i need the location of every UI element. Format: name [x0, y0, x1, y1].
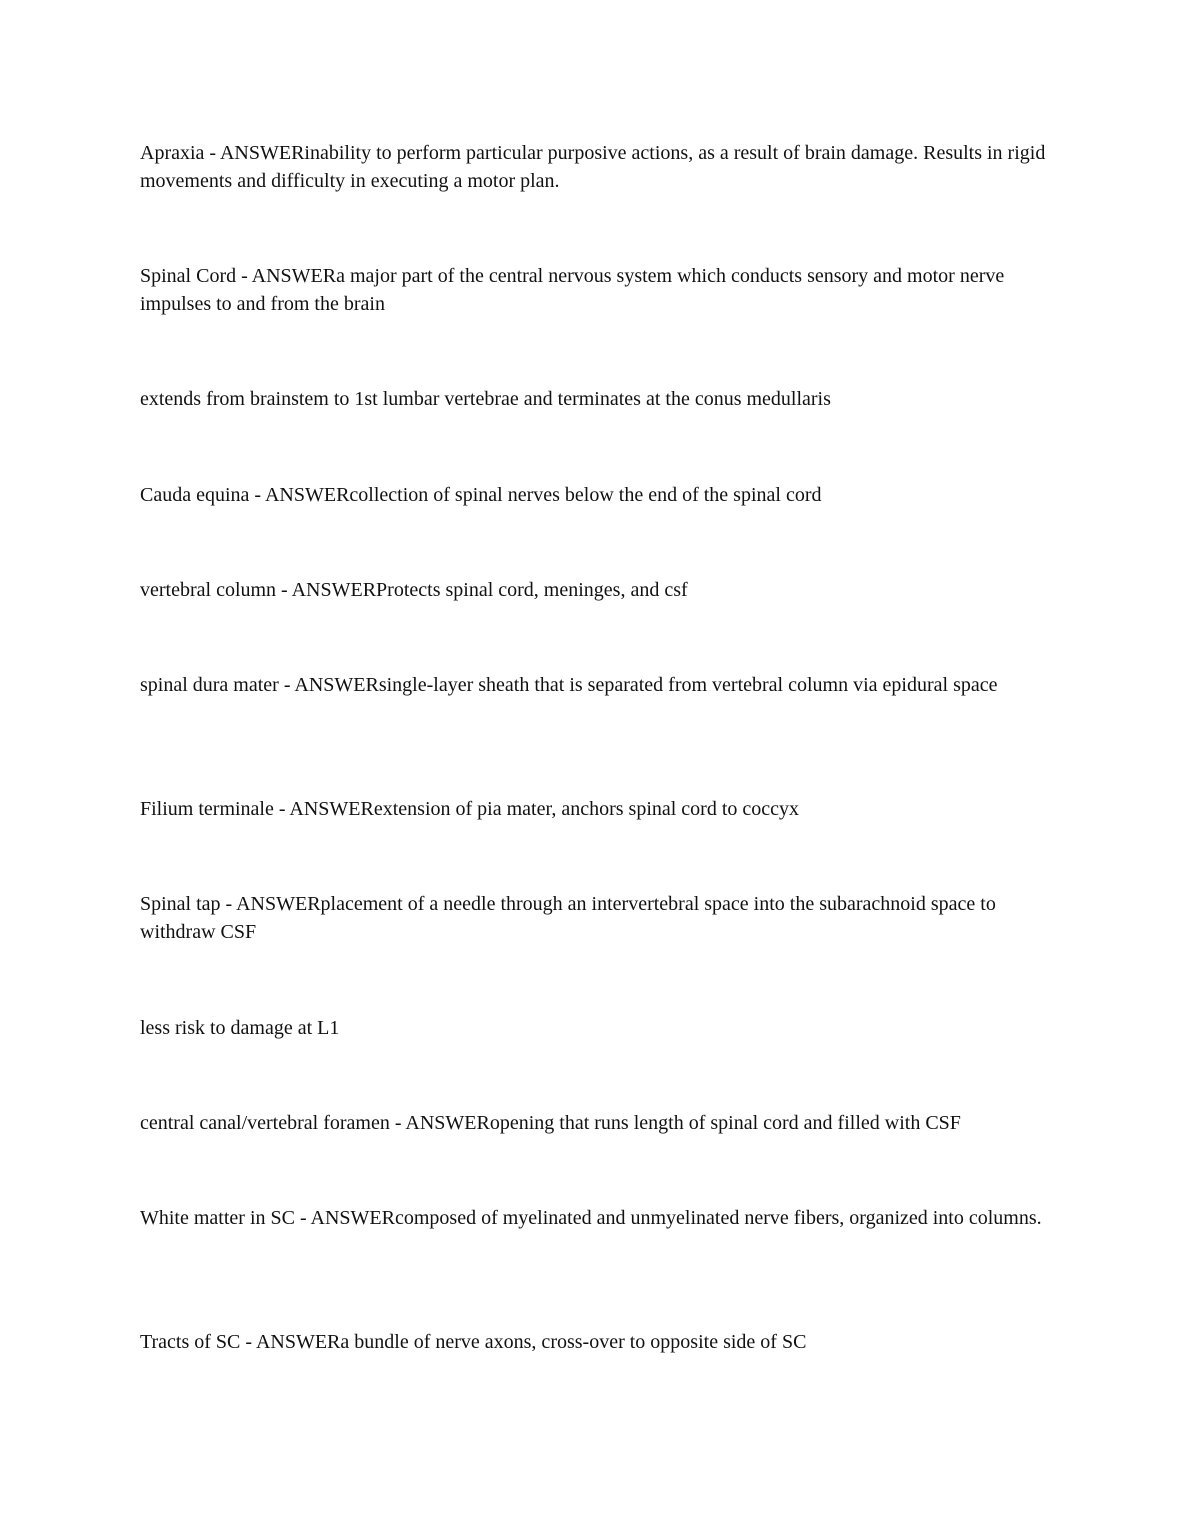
paragraph-spinal-tap: Spinal tap - ANSWERplacement of a needle through an intervertebral space into the subarachnoid space to withdraw CSF — [140, 893, 996, 943]
paragraph-tracts: Tracts of SC - ANSWERa bundle of nerve axons, cross-over to opposite side of SC — [140, 1331, 807, 1353]
paragraph-spinal-cord-extent: extends from brainstem to 1st lumbar vertebrae and terminates at the conus medullaris — [140, 388, 831, 410]
paragraph-l1-risk: less risk to damage at L1 — [140, 1017, 340, 1039]
paragraph-spinal-dura-mater: spinal dura mater - ANSWERsingle-layer sheath that is separated from vertebral column via epidural space — [140, 674, 998, 696]
paragraph-vertebral-column: vertebral column - ANSWERProtects spinal cord, meninges, and csf — [140, 579, 688, 601]
paragraph-filium-terminale: Filium terminale - ANSWERextension of pia mater, anchors spinal cord to coccyx — [140, 798, 800, 820]
paragraph-white-matter: White matter in SC - ANSWERcomposed of myelinated and unmyelinated nerve fibers, organized into columns. — [140, 1207, 1042, 1229]
paragraph-apraxia: Apraxia - ANSWERinability to perform particular purposive actions, as a result of brain damage. Results in rigid movements and difficulty in executing a motor plan. — [140, 142, 1046, 192]
paragraph-spinal-cord: Spinal Cord - ANSWERa major part of the central nervous system which conducts sensory and motor nerve impulses to and from the brain — [140, 265, 1005, 315]
paragraph-cauda-equina: Cauda equina - ANSWERcollection of spinal nerves below the end of the spinal cord — [140, 484, 822, 506]
paragraph-central-canal: central canal/vertebral foramen - ANSWERopening that runs length of spinal cord and filled with CSF — [140, 1112, 961, 1134]
